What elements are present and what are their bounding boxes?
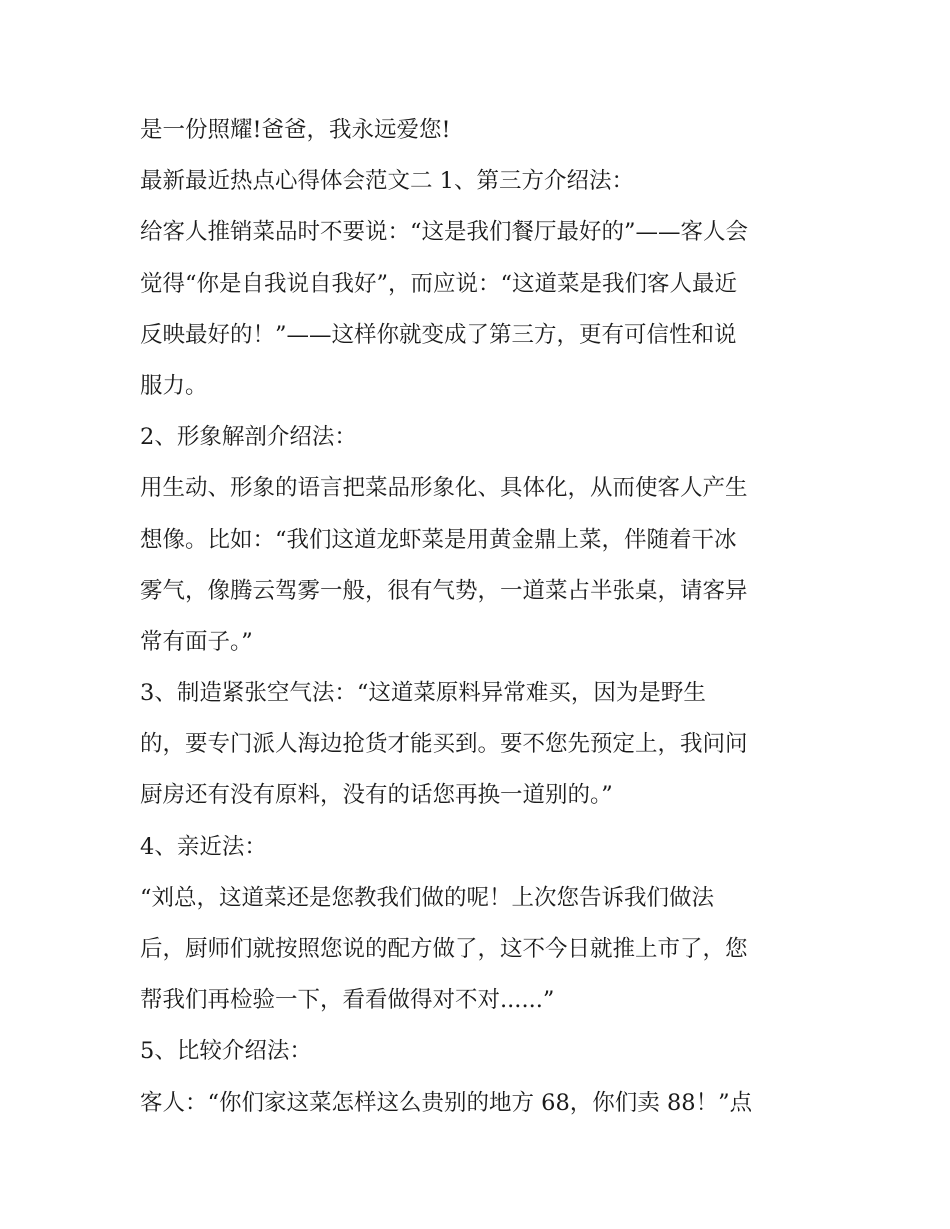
section-heading: 2、形象解剖介绍法： [140, 424, 357, 451]
document-body [140, 105, 820, 1129]
text-line: 觉得“你是自我说自我好”，而应说：“这道菜是我们客人最近 [140, 270, 738, 297]
text-line: 的，要专门派人海边抢货才能买到。要不您先预定上，我问问 [140, 731, 748, 758]
text-line: 常有面子。” [140, 628, 253, 655]
text-line: 后，厨师们就按照您说的配方做了，这不今日就推上市了，您 [140, 936, 748, 962]
section-heading: 4、亲近法： [140, 833, 267, 860]
text-line: “刘总，这道菜还是您教我们做的呢！上次您告诉我们做法 [140, 884, 715, 911]
section-heading: 5、比较介绍法： [140, 1038, 312, 1065]
text-line: 想像。比如：“我们这道龙虾菜是用黄金鼎上菜，伴随着干冰 [140, 526, 737, 553]
section-heading: 3、制造紧张空气法：“这道菜原料异常难买，因为是野生 [140, 680, 706, 707]
text-line: 客人：“你们家这菜怎样这么贵别的地方 68，你们卖 88！”点 [140, 1089, 753, 1116]
section-heading: 最新最近热点心得体会范文二 1、第三方介绍法： [140, 168, 634, 195]
text-line: 反映最好的！”——这样你就变成了第三方，更有可信性和说 [140, 321, 737, 348]
text-line: 雾气，像腾云驾雾一般，很有气势，一道菜占半张桌，请客异 [140, 577, 748, 604]
text-line: 给客人推销菜品时不要说：“这是我们餐厅最好的”——客人会 [140, 219, 749, 246]
text-line: 用生动、形象的语言把菜品形象化、具体化，从而使客人产生 [140, 475, 748, 502]
text-line: 厨房还有没有原料，没有的话您再换一道别的。” [140, 782, 613, 809]
text-line: 是一份照耀!爸爸，我永远爱您! [140, 117, 451, 143]
text-line: 服力。 [140, 372, 208, 399]
text-line: 帮我们再检验一下，看看做得对不对......” [140, 987, 555, 1014]
